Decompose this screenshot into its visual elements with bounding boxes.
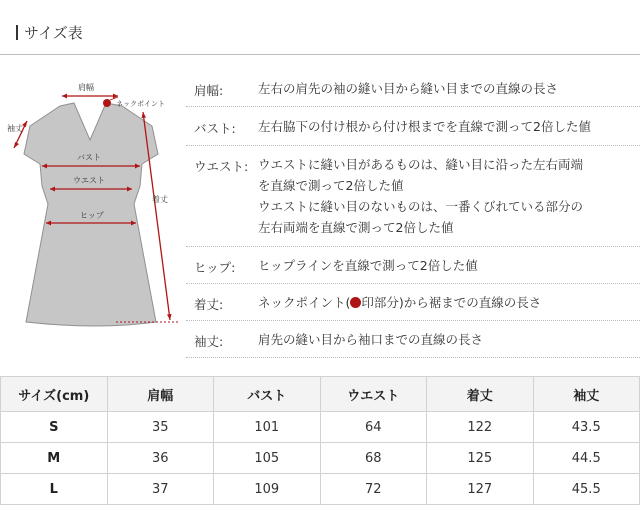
definition-text xyxy=(258,329,483,350)
diagram-label-length: 着丈 xyxy=(152,195,168,204)
diagram-label-hip: ヒップ xyxy=(80,211,104,220)
table-header-row xyxy=(1,377,640,412)
column-header-bust: バスト xyxy=(214,377,321,412)
definition-text xyxy=(258,116,591,137)
page-title: サイズ表 xyxy=(24,24,83,42)
table-cell: 44.5 xyxy=(533,443,640,474)
table-row xyxy=(1,474,640,505)
table-cell: L xyxy=(1,474,108,505)
column-header-sleeve: 袖丈 xyxy=(533,377,640,412)
definition-length xyxy=(186,284,640,321)
definition-line: 左右両端を直線で測って2倍した値 xyxy=(258,220,454,235)
diagram-label-neck-point: ネックポイント xyxy=(116,100,165,108)
diagram-label-bust: バスト xyxy=(77,153,101,162)
definition-term: 袖丈: xyxy=(194,334,224,349)
table-cell: 125 xyxy=(427,443,534,474)
size-table xyxy=(0,376,640,505)
definition-line: 左右の肩先の袖の縫い目から縫い目までの直線の長さ xyxy=(258,81,559,96)
column-header-shoulder: 肩幅 xyxy=(107,377,214,412)
neck-point-marker xyxy=(103,99,111,107)
table-row xyxy=(1,412,640,443)
definition-line: ウエストに縫い目のないものは、一番くびれている部分の xyxy=(258,199,584,214)
definition-text xyxy=(258,292,541,313)
definition-text xyxy=(258,154,583,238)
table-row xyxy=(1,443,640,474)
definition-text xyxy=(258,255,478,276)
diagram-label-waist: ウエスト xyxy=(73,176,105,185)
definition-term: ウエスト: xyxy=(194,159,249,174)
definition-term: ヒップ: xyxy=(194,260,236,275)
table-cell: 105 xyxy=(214,443,321,474)
definition-line: を直線で測って2倍した値 xyxy=(258,178,404,193)
table-cell: 36 xyxy=(107,443,214,474)
table-cell: 72 xyxy=(320,474,427,505)
table-cell: 109 xyxy=(214,474,321,505)
header-divider xyxy=(0,54,640,55)
table-cell: 37 xyxy=(107,474,214,505)
definition-text xyxy=(258,78,558,99)
table-cell: 127 xyxy=(427,474,534,505)
definition-line xyxy=(258,292,541,313)
definition-term: 着丈: xyxy=(194,297,224,312)
definition-line: ヒップラインを直線で測って2倍した値 xyxy=(258,258,478,273)
definition-line: 肩先の縫い目から袖口までの直線の長さ xyxy=(258,332,484,347)
measurement-definitions xyxy=(186,70,640,358)
definition-sleeve xyxy=(186,321,640,358)
table-cell: 35 xyxy=(107,412,214,443)
definition-text-after: 印部分)から裾までの直線の長さ xyxy=(361,295,542,310)
definition-term: 肩幅: xyxy=(194,83,224,98)
table-cell: 101 xyxy=(214,412,321,443)
table-cell: 122 xyxy=(427,412,534,443)
column-header-size: サイズ(cm) xyxy=(1,377,108,412)
dress-diagram xyxy=(6,74,190,330)
definition-bust xyxy=(186,107,640,146)
definition-waist xyxy=(186,146,640,247)
diagram-label-sleeve: 袖丈 xyxy=(7,124,23,133)
table-cell: 64 xyxy=(320,412,427,443)
neck-point-dot-icon xyxy=(350,297,361,308)
table-cell: 45.5 xyxy=(533,474,640,505)
column-header-waist: ウエスト xyxy=(320,377,427,412)
table-cell: S xyxy=(1,412,108,443)
column-header-length: 着丈 xyxy=(427,377,534,412)
definition-hip xyxy=(186,247,640,284)
header-accent-bar xyxy=(16,25,18,40)
table-cell: M xyxy=(1,443,108,474)
table-cell: 68 xyxy=(320,443,427,474)
table-cell: 43.5 xyxy=(533,412,640,443)
definition-text-before: ネックポイント( xyxy=(258,295,351,310)
definition-line: 左右脇下の付け根から付け根までを直線で測って2倍した値 xyxy=(258,119,591,134)
definition-shoulder xyxy=(186,70,640,107)
definition-line: ウエストに縫い目があるものは、縫い目に沿った左右両端 xyxy=(258,157,584,172)
diagram-label-shoulder: 肩幅 xyxy=(78,83,94,92)
definition-term: バスト: xyxy=(194,121,236,136)
